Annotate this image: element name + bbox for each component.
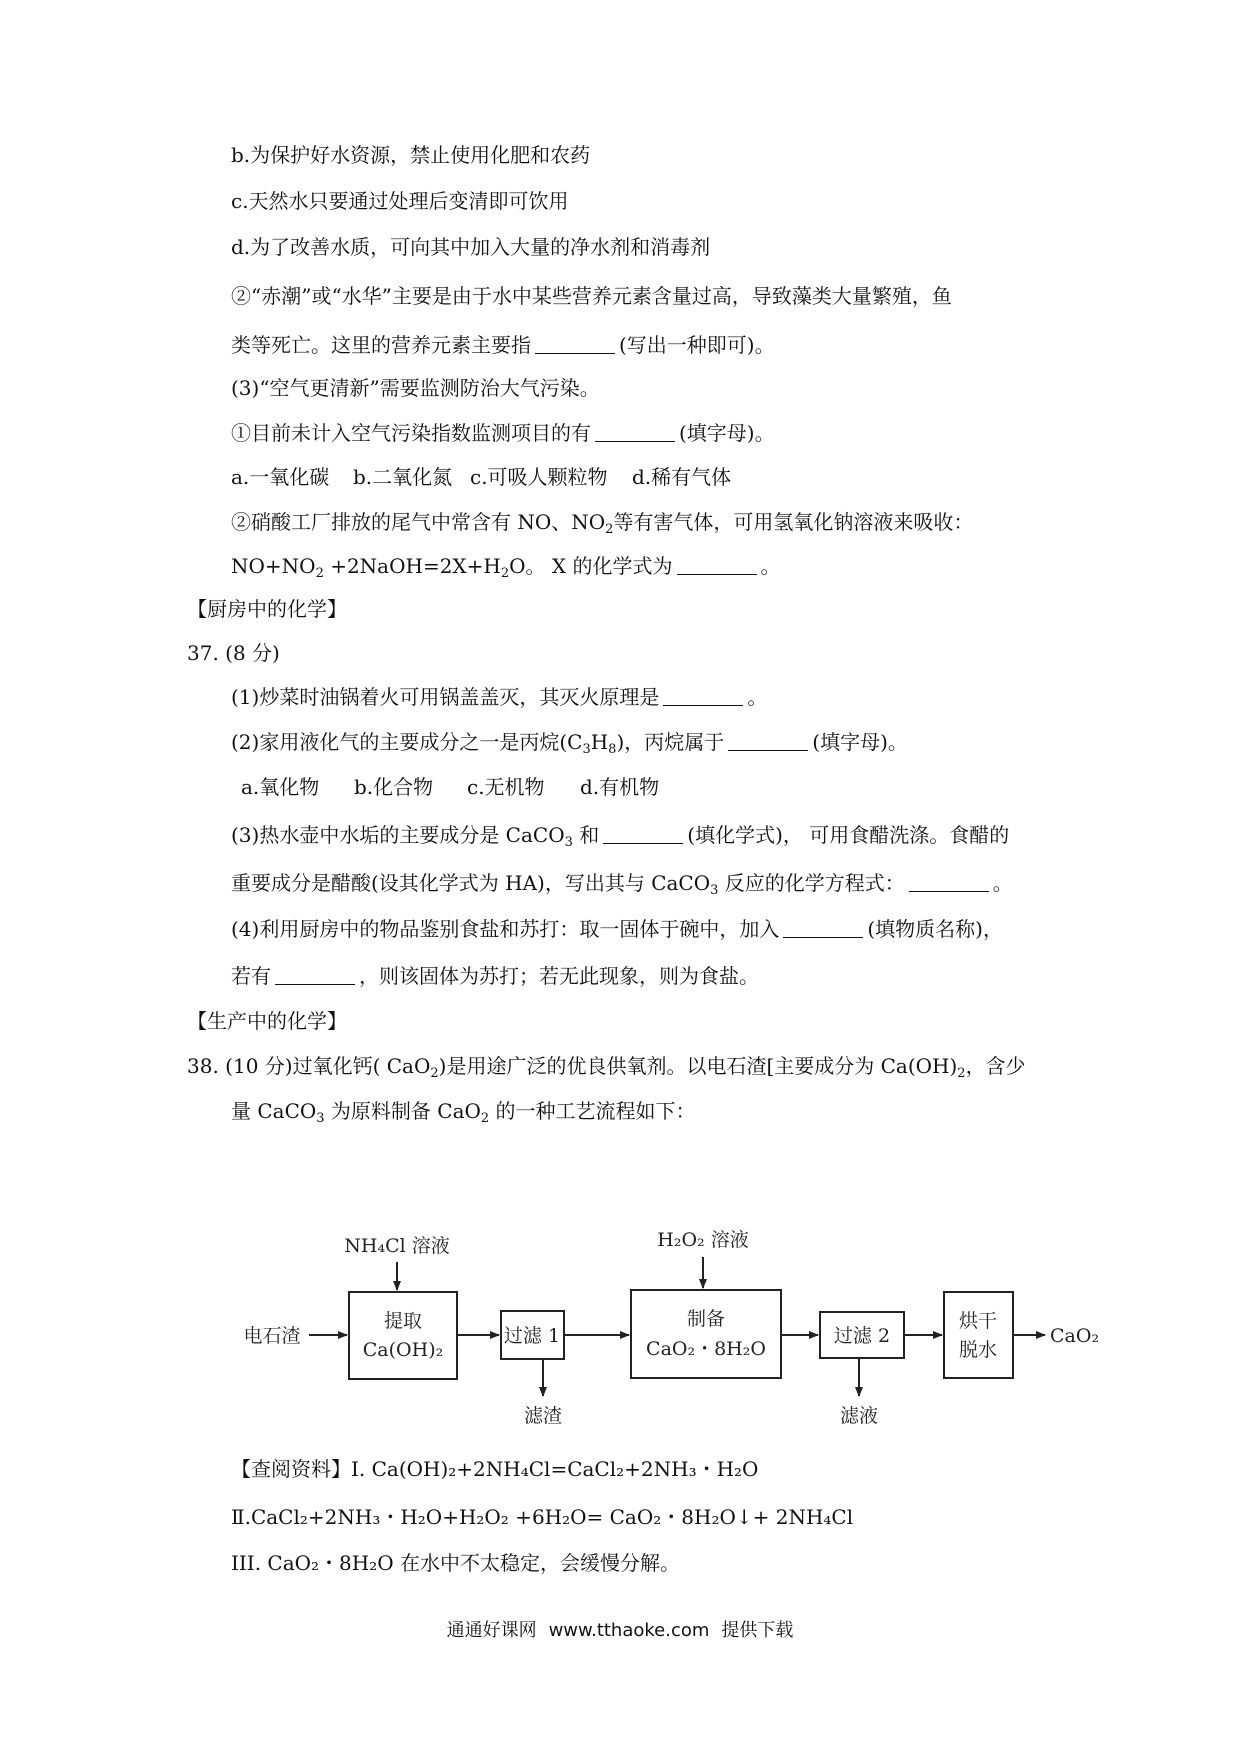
option-c: c.无机物 <box>467 775 545 799</box>
text: I. Ca(OH)₂+2NH₄Cl=CaCl₂+2NH₃・H₂O <box>351 1457 759 1481</box>
footer-site: 通通好课网 <box>446 1620 537 1641</box>
section-kitchen: 【厨房中的化学】 <box>187 597 347 621</box>
box-prepare-label2: CaO₂・8H₂O <box>646 1338 766 1360</box>
subscript: 3 <box>316 1111 325 1126</box>
box-dry-label1: 烘干 <box>958 1310 998 1332</box>
text: 。 <box>992 871 1013 895</box>
output-filtrate: 滤液 <box>839 1405 879 1427</box>
text: 重要成分是醋酸(设其化学式为 HA)，写出其与 CaCO <box>231 871 711 895</box>
subscript: 3 <box>582 742 591 757</box>
text: 。 <box>760 554 781 578</box>
box-filter-2-label: 过滤 2 <box>833 1325 891 1347</box>
box-prepare-label1: 制备 <box>686 1308 726 1330</box>
footer <box>0 1616 1240 1642</box>
section-production: 【生产中的化学】 <box>187 1009 347 1033</box>
text: (4)利用厨房中的物品鉴别食盐和苏打：取一固体于碗中，加入 <box>231 917 780 941</box>
box-extract <box>349 1292 457 1379</box>
text: (填字母)。 <box>679 421 775 445</box>
reference-3: III. CaO₂・8H₂O 在水中不太稳定，会缓慢分解。 <box>231 1551 680 1575</box>
output-residue: 滤渣 <box>523 1405 563 1427</box>
option-c: c.可吸人颗粒物 <box>470 465 608 489</box>
text: 的一种工艺流程如下： <box>489 1099 696 1123</box>
box-extract-label1: 提取 <box>383 1310 423 1332</box>
text: 反应的化学方程式： <box>718 871 905 895</box>
question-3-title: (3)“空气更清新”需要监测防治大气污染。 <box>231 376 600 400</box>
text: (填物质名称)， <box>867 917 1003 941</box>
input-nh4cl: NH₄Cl 溶液 <box>344 1235 450 1257</box>
box-filter-1-label: 过滤 1 <box>503 1325 561 1347</box>
option-d: d.有机物 <box>580 775 660 799</box>
text: 。 <box>747 685 768 709</box>
footer-url[interactable]: www.tthaoke.com <box>548 1620 710 1641</box>
subscript: 3 <box>710 883 719 898</box>
text: (填字母)。 <box>812 730 908 754</box>
question-37-title: 37. (8 分) <box>187 641 280 665</box>
option-b: b.为保护好水资源，禁止使用化肥和农药 <box>231 143 591 167</box>
subscript: 2 <box>430 1066 439 1081</box>
text: 量 CaCO <box>231 1099 317 1123</box>
text: (写出一种即可)。 <box>619 333 775 357</box>
text: (1)炒菜时油锅着火可用锅盖盖灭，其灭火原理是 <box>231 685 660 709</box>
text: (填化学式)， 可用食醋洗涤。食醋的 <box>687 823 1010 847</box>
text: (3)热水壶中水垢的主要成分是 CaCO <box>231 823 565 847</box>
option-b: b.化合物 <box>354 775 434 799</box>
reference-1 <box>231 1456 758 1482</box>
end-product: CaO₂ <box>1050 1325 1100 1347</box>
option-d: d.为了改善水质，可向其中加入大量的净水剂和消毒剂 <box>231 235 711 259</box>
text: O。 X 的化学式为 <box>509 554 673 578</box>
box-dry-label2: 脱水 <box>958 1339 998 1361</box>
box-extract-label2: Ca(OH)₂ <box>362 1339 444 1361</box>
footer-note: 提供下载 <box>721 1620 794 1641</box>
box-prepare <box>631 1290 781 1378</box>
subscript: 8 <box>608 742 617 757</box>
text: 类等死亡。这里的营养元素主要指 <box>231 333 531 357</box>
subscript: 2 <box>480 1111 490 1126</box>
text: ，则该固体为苏打；若无此现象，则为食盐。 <box>359 964 759 988</box>
text: 等有害气体，可用氢氧化钠溶液来吸收： <box>613 510 974 534</box>
text: 若有 <box>231 964 271 988</box>
reference-label: 【查阅资料】 <box>231 1457 351 1481</box>
text: 为原料制备 CaO <box>324 1099 481 1123</box>
text: (2)家用液化气的主要成分之一是丙烷(C <box>231 730 583 754</box>
text: NO+NO <box>231 554 316 578</box>
box-dry <box>944 1292 1013 1378</box>
text: 38. (10 分)过氧化钙( CaO <box>187 1054 431 1078</box>
option-a: a.一氧化碳 <box>231 465 330 489</box>
subscript: 3 <box>564 835 573 850</box>
subscript: 2 <box>605 522 614 537</box>
subscript: 2 <box>957 1066 966 1081</box>
option-d: d.稀有气体 <box>632 465 732 489</box>
text: 和 <box>572 823 600 847</box>
option-c: c.天然水只要通过处理后变清即可饮用 <box>231 189 569 213</box>
input-h2o2: H₂O₂ 溶液 <box>657 1229 749 1251</box>
subscript: 2 <box>315 566 324 581</box>
text: )是用途广泛的优良供氧剂。以电石渣[主要成分为 Ca(OH) <box>438 1054 958 1078</box>
subscript: 2 <box>500 566 510 581</box>
text: ②硝酸工厂排放的尾气中常含有 NO、NO <box>231 510 606 534</box>
text: ，含少 <box>965 1054 1026 1078</box>
reference-2: Ⅱ.CaCl₂+2NH₃・H₂O+H₂O₂ +6H₂O= CaO₂・8H₂O↓+ 2NH₄Cl <box>231 1505 854 1529</box>
text: )，丙烷属于 <box>616 730 725 754</box>
question-2-2-line1: ②“赤潮”或“水华”主要是由于水中某些营养元素含量过高，导致藻类大量繁殖，鱼 <box>231 284 952 308</box>
option-a: a.氧化物 <box>241 775 320 799</box>
text: ①目前未计入空气污染指数监测项目的有 <box>231 421 591 445</box>
text: +2NaOH=2X+H <box>323 554 501 578</box>
text: H <box>590 730 609 754</box>
start-material: 电石渣 <box>243 1325 301 1347</box>
option-b: b.二氧化氮 <box>353 465 453 489</box>
